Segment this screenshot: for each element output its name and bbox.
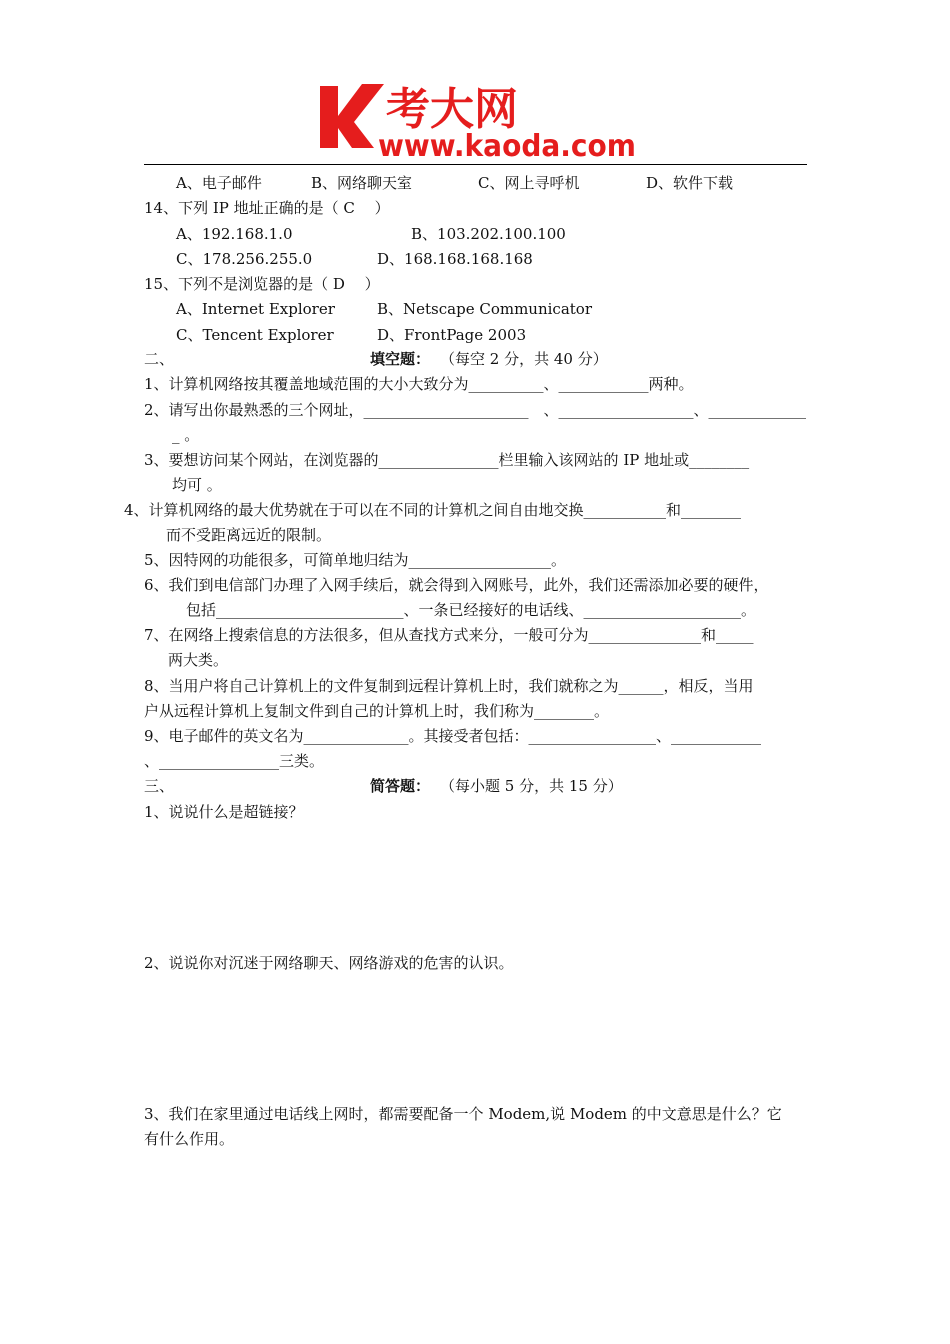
short-q1: 1、说说什么是超链接？ — [144, 803, 304, 821]
fill-q3: 3、要想访问某个网站，在浏览器的________________栏里输入该网站的 IP 地址或________ — [144, 451, 750, 469]
q15-option-b: B、Netscape Communicator — [377, 300, 592, 318]
q14-option-c: C、178.256.255.0 — [176, 250, 313, 268]
q15-stem: 15、下列不是浏览器的是（ D ） — [144, 275, 380, 293]
fill-q2-cont: _ 。 — [172, 426, 200, 444]
q14-stem: 14、下列 IP 地址正确的是（ C ） — [144, 199, 390, 217]
logo-url: www.kaoda.com — [378, 129, 636, 162]
section2-title: 填空题： — [370, 350, 431, 368]
q13-option-a: A、电子邮件 — [176, 174, 262, 192]
fill-q9: 9、电子邮件的英文名为______________。其接受者包括：_________________、____________ — [144, 727, 762, 745]
q13-option-d: D、软件下载 — [646, 174, 734, 192]
q15-option-c: C、Tencent Explorer — [176, 326, 334, 344]
fill-q6: 6、我们到电信部门办理了入网手续后，就会得到入网账号，此外，我们还需添加必要的硬件， — [144, 576, 769, 594]
fill-q6-cont: 包括_________________________、一条已经接好的电话线、_____________________。 — [186, 601, 757, 619]
section3-number: 三、 — [144, 777, 175, 795]
kaoda-logo — [318, 78, 648, 162]
q13-option-b: B、网络聊天室 — [311, 174, 413, 192]
fill-q5: 5、因特网的功能很多，可简单地归结为___________________。 — [144, 551, 567, 569]
short-q3-cont: 有什么作用。 — [144, 1130, 235, 1148]
short-q3: 3、我们在家里通过电话线上网时，都需要配备一个 Modem,说 Modem 的中文意思是什么？它 — [144, 1105, 782, 1123]
fill-q7-cont: 两大类。 — [168, 651, 229, 669]
q14-option-b: B、103.202.100.100 — [411, 225, 566, 243]
fill-q9-cont: 、________________三类。 — [144, 752, 325, 770]
q15-option-a: A、Internet Explorer — [176, 300, 335, 318]
section3-title: 简答题： — [370, 777, 431, 795]
fill-q1: 1、计算机网络按其覆盖地域范围的大小大致分为__________、____________两种。 — [144, 375, 694, 393]
header-rule — [144, 164, 807, 165]
section2-number: 二、 — [144, 350, 175, 368]
fill-q3-cont: 均可 。 — [172, 476, 222, 494]
short-q2: 2、说说你对沉迷于网络聊天、网络游戏的危害的认识。 — [144, 954, 514, 972]
fill-q2: 2、请写出你最熟悉的三个网址，______________________ 、__________________、_____________ — [144, 401, 807, 419]
q14-option-d: D、168.168.168.168 — [377, 250, 533, 268]
fill-q7: 7、在网络上搜索信息的方法很多，但从查找方式来分，一般可分为_______________和_____ — [144, 626, 754, 644]
fill-q4-cont: 而不受距离远近的限制。 — [166, 526, 332, 544]
fill-q4: 4、计算机网络的最大优势就在于可以在不同的计算机之间自由地交换___________和________ — [124, 501, 742, 519]
k-mark-icon — [320, 84, 384, 148]
section2-note: （每空 2 分，共 40 分） — [440, 350, 608, 368]
fill-q8: 8、当用户将自己计算机上的文件复制到远程计算机上时，我们就称之为______，相反，当用 — [144, 677, 754, 695]
q15-option-d: D、FrontPage 2003 — [377, 326, 527, 344]
fill-q8-cont: 户从远程计算机上复制文件到自己的计算机上时，我们称为________。 — [144, 702, 610, 720]
q13-option-c: C、网上寻呼机 — [478, 174, 580, 192]
logo-brand: 考大网 — [386, 84, 518, 135]
section3-note: （每小题 5 分，共 15 分） — [440, 777, 623, 795]
q14-option-a: A、192.168.1.0 — [176, 225, 293, 243]
